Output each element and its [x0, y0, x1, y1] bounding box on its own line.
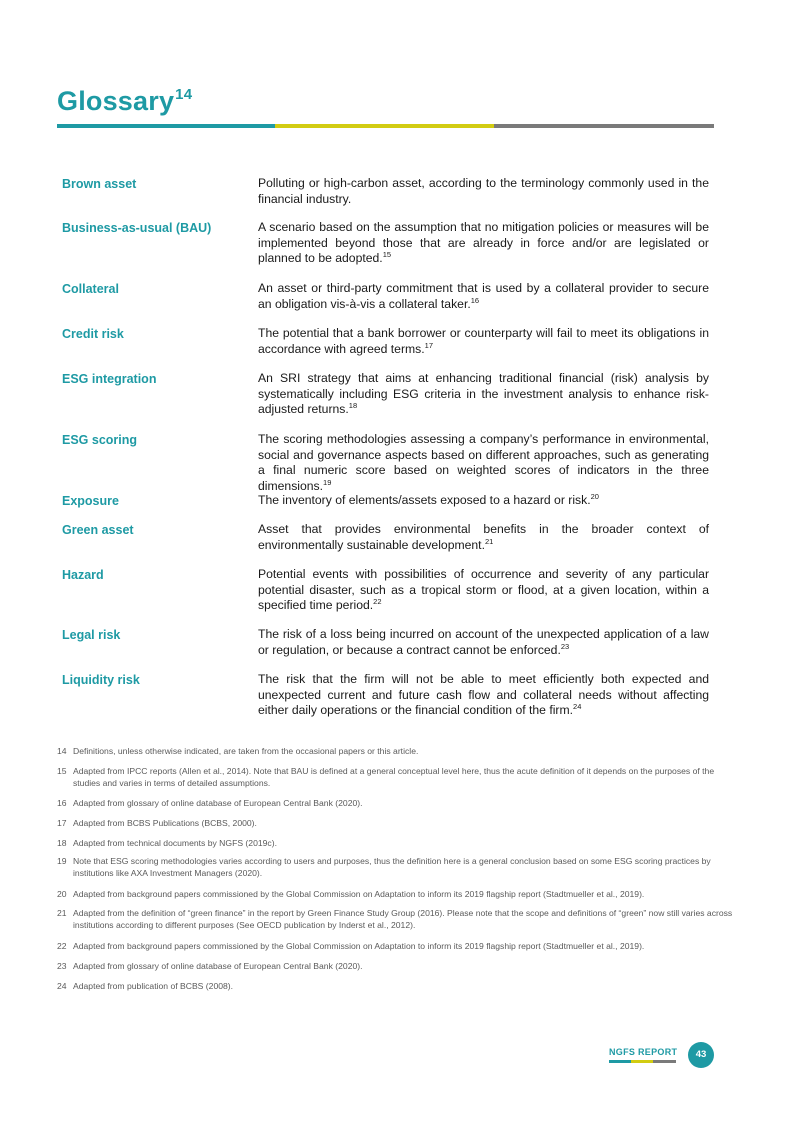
glossary-definition: Potential events with possibilities of occurrence and severity of any particular potential disaster, such as a tropical storm or flood, at a given location, within a specified time period.$^{22}$: [258, 567, 709, 613]
page-number: 43: [688, 1042, 714, 1068]
footnote: 21 Adapted from the definition of “green finance” in the report by Green Finance Study Group (2016). Please note that the scope and definitions of “green” now still varies across institutions according to different purposes (See OECD publication by Inderst et al., 2012).: [57, 908, 733, 930]
glossary-term: Business-as-usual (BAU): [62, 221, 212, 235]
glossary-term: Legal risk: [62, 628, 121, 642]
glossary-term: Green asset: [62, 523, 134, 537]
footer-rule-gray: [653, 1060, 676, 1063]
glossary-term: ESG scoring: [62, 433, 138, 447]
title-footnote-ref: 14: [175, 86, 193, 103]
report-label: NGFS REPORT: [609, 1047, 678, 1057]
glossary-term: Brown asset: [62, 177, 137, 191]
glossary-term: Hazard: [62, 568, 104, 582]
footnote: 17 Adapted from BCBS Publications (BCBS, 2000).: [57, 818, 257, 828]
glossary-definition: An asset or third-party commitment that is used by a collateral provider to secure an obligation vis-à-vis a collateral taker.$^{16}$: [258, 281, 709, 311]
glossary-definition: Polluting or high-carbon asset, according to the terminology commonly used in the financial industry.: [258, 176, 709, 206]
footnote-ref: 19: [323, 477, 332, 487]
glossary-definition: The inventory of elements/assets exposed to a hazard or risk.$^{20}$: [258, 492, 599, 507]
glossary-term: Collateral: [62, 282, 119, 296]
glossary-definition: Asset that provides environmental benefits in the broader context of environmentally sustainable development.$^{21}$: [258, 522, 709, 552]
footnote-ref: 17: [424, 340, 433, 350]
title-rule-teal: [57, 124, 275, 128]
footnote: 19 Note that ESG scoring methodologies varies according to users and purposes, thus the definition here is a general conclusion based on some ESG scoring practices by institutions like AXA Investment Managers (2020).: [57, 856, 711, 878]
glossary-definition: The risk that the firm will not be able to meet efficiently both expected and unexpected current and future cash flow and collateral needs without affecting either daily operations or the financial condition of the firm.$^{24}$: [258, 672, 709, 718]
glossary-definition: An SRI strategy that aims at enhancing traditional financial (risk) analysis by systematically including ESG criteria in the investment analysis to enhance risk-adjusted returns.$^{18}$: [258, 371, 709, 417]
footnote-ref: 23: [560, 641, 570, 651]
footnote: 20 Adapted from background papers commissioned by the Global Commission on Adaptation to inform its 2019 flagship report (Stadtmueller et al., 2019).: [57, 889, 645, 899]
title-rule-gray: [494, 124, 714, 128]
title-rule-lime: [275, 124, 494, 128]
footnote: 18 Adapted from technical documents by NGFS (2019c).: [57, 838, 277, 848]
glossary-term: ESG integration: [62, 372, 157, 386]
footnote-ref: 21: [484, 536, 494, 546]
footnote: 16 Adapted from glossary of online database of European Central Bank (2020).: [57, 798, 363, 808]
footnote-ref: 24: [573, 702, 582, 712]
footnote-ref: 18: [348, 401, 358, 411]
footnote: 14 Definitions, unless otherwise indicated, are taken from the occasional papers or this article.: [57, 746, 419, 756]
glossary-definition: The scoring methodologies assessing a company’s performance in environmental, social and governance aspects based on different approaches, such as generating a final numeric score based on weighted scores of indicators in the three dimensions.$^{19}$: [258, 432, 709, 493]
footnote-ref: 15: [382, 250, 392, 260]
page-title: Glossary$^{14}$: [57, 86, 193, 116]
footnote-ref: 22: [373, 597, 382, 607]
footnote-ref: 16: [470, 295, 480, 305]
footnote: 23 Adapted from glossary of online database of European Central Bank (2020).: [57, 961, 363, 971]
glossary-definition: The risk of a loss being incurred on account of the unexpected application of a law or regulation, or because a contract cannot be enforced.$^{23}$: [258, 627, 709, 657]
footer-rule-teal: [609, 1060, 631, 1063]
glossary-definition: A scenario based on the assumption that no mitigation policies or measures will be implemented beyond those that are already in force and/or are legislated or planned to be adopted.$^{15}$: [258, 220, 709, 266]
glossary-definition: The potential that a bank borrower or counterparty will fail to meet its obligations in accordance with agreed terms.$^{17}$: [258, 326, 709, 356]
footer-rule-lime: [631, 1060, 653, 1063]
footnote: 24 Adapted from publication of BCBS (2008).: [57, 981, 234, 991]
glossary-term: Exposure: [62, 494, 119, 508]
glossary-term: Liquidity risk: [62, 673, 140, 687]
footnote: 22 Adapted from background papers commissioned by the Global Commission on Adaptation to inform its 2019 flagship report (Stadtmueller et al., 2019).: [57, 941, 645, 951]
glossary-term: Credit risk: [62, 327, 124, 341]
footnote-ref: 20: [590, 492, 599, 501]
footnote: 15 Adapted from IPCC reports (Allen et al., 2014). Note that BAU is defined at a general conceptual level here, thus the acute definition of it depends on the purposes of the studies and varies in terms of detailed assumptions.: [57, 766, 715, 788]
